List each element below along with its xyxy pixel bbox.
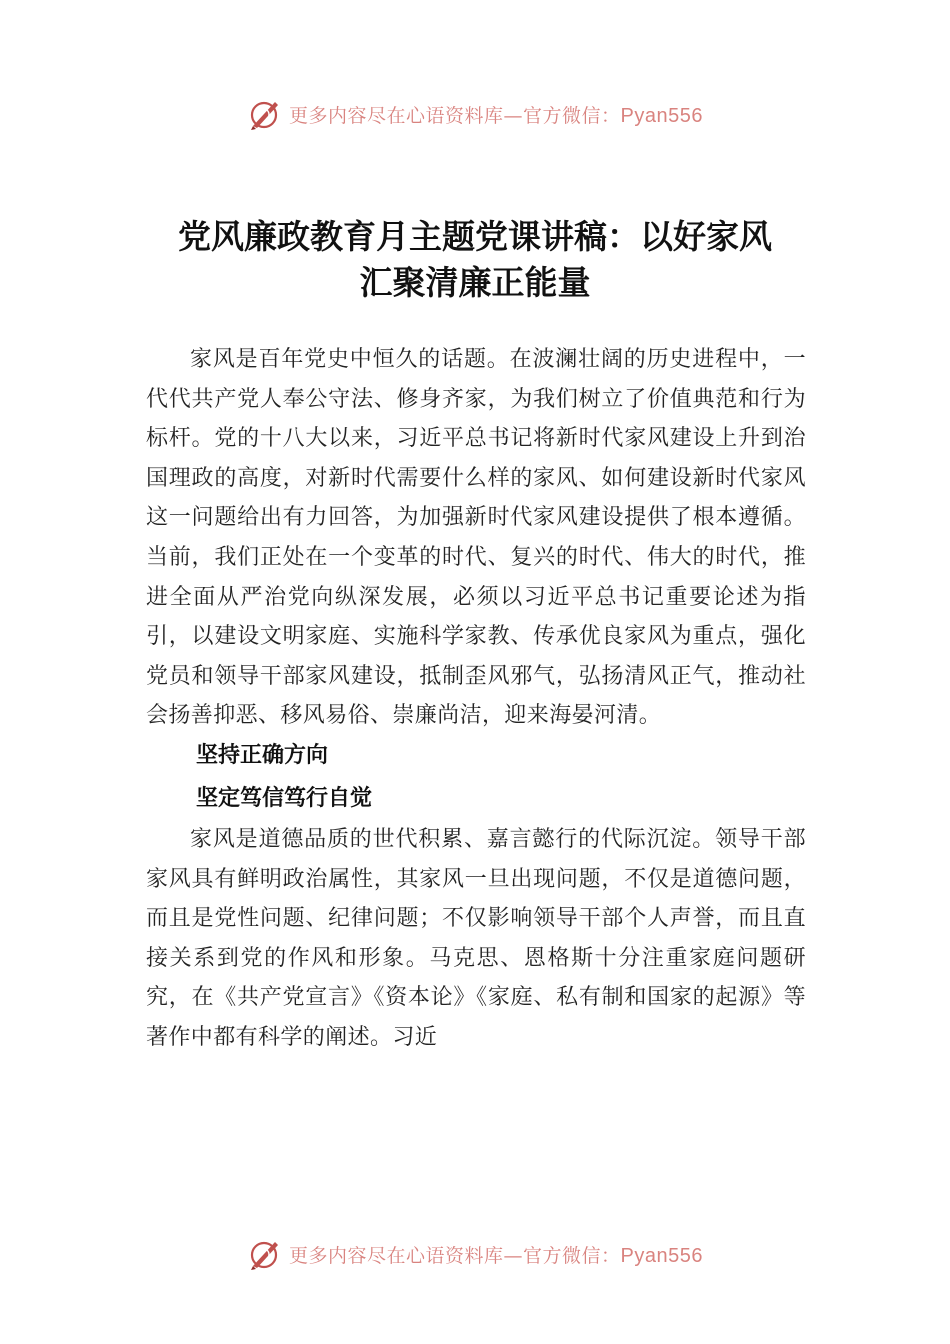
paragraph-2: 家风是道德品质的世代积累、嘉言懿行的代际沉淀。领导干部家风具有鲜明政治属性，其家风一旦出现问题，不仅是道德问题，而且是党性问题、纪律问题；不仅影响领导干部个人声誉，而且直接关系到党的作风和形象。马克思、恩格斯十分注重家庭问题研究，在《共产党宣言》《资本论》《家庭、私有制和国家的起源》等著作中都有科学的阐述。习近 xyxy=(146,826,806,1050)
footer-watermark xyxy=(0,1234,950,1274)
subsection-heading: 坚定笃信笃行自觉 xyxy=(196,784,373,811)
header-watermark xyxy=(0,94,950,134)
document-title xyxy=(0,214,950,306)
watermark-label: 更多内容尽在心语资料库—官方微信： xyxy=(289,104,621,127)
title-line-1: 党风廉政教育月主题党课讲稿：以好家风 xyxy=(178,217,772,256)
pen-circle-logo-icon xyxy=(247,96,283,132)
watermark-handle: Pyan556 xyxy=(620,1244,703,1267)
document-body xyxy=(146,340,806,1058)
paragraph-1: 家风是百年党史中恒久的话题。在波澜壮阔的历史进程中，一代代共产党人奉公守法、修身齐家，为我们树立了价值典范和行为标杆。党的十八大以来，习近平总书记将新时代家风建设上升到治国理政的高度，对新时代需要什么样的家风、如何建设新时代家风这一问题给出有力回答，为加强新时代家风建设提供了根本遵循。当前，我们正处在一个变革的时代、复兴的时代、伟大的时代，推进全面从严治党向纵深发展，必须以习近平总书记重要论述为指引，以建设文明家庭、实施科学家教、传承优良家风为重点，强化党员和领导干部家风建设，抵制歪风邪气，弘扬清风正气，推动社会扬善抑恶、移风易俗、崇廉尚洁，迎来海晏河清。 xyxy=(146,347,806,729)
title-line-2: 汇聚清廉正能量 xyxy=(359,263,591,302)
section-heading: 坚持正确方向 xyxy=(196,742,329,768)
watermark-label: 更多内容尽在心语资料库—官方微信： xyxy=(289,1244,621,1267)
watermark-text xyxy=(289,101,703,128)
watermark-text xyxy=(289,1241,703,1268)
watermark-handle: Pyan556 xyxy=(620,104,703,127)
pen-circle-logo-icon xyxy=(247,1236,283,1272)
